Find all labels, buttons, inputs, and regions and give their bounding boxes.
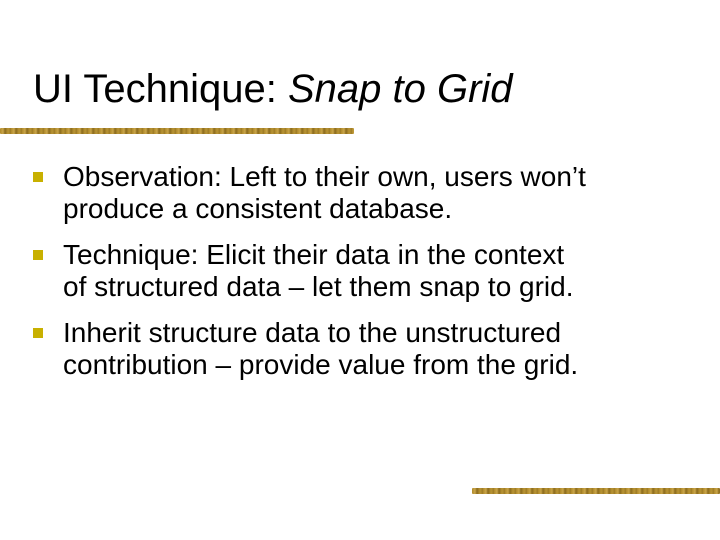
- footer-rule: [472, 488, 720, 494]
- square-bullet-icon: [33, 250, 43, 260]
- bullet-text-line: Inherit structure data to the unstructured: [63, 317, 562, 348]
- square-bullet-icon: [33, 172, 43, 182]
- bullet-text-line: contribution – provide value from the grid.: [63, 349, 579, 380]
- title-underline-rule: [0, 128, 354, 134]
- title-prefix: UI Technique:: [33, 67, 288, 111]
- bullet-text-line: produce a consistent database.: [63, 193, 453, 224]
- bullet-text-line: of structured data – let them snap to grid.: [63, 271, 574, 302]
- bullet-text-line: Technique: Elicit their data in the context: [63, 239, 565, 270]
- square-bullet-icon: [33, 328, 43, 338]
- bullet-item-technique: [33, 239, 693, 303]
- title-emphasis: Snap to Grid: [287, 67, 513, 111]
- bullet-item-inherit: [33, 317, 693, 381]
- bullet-text-line: Observation: Left to their own, users won’t: [63, 161, 586, 192]
- slide-title: [33, 64, 513, 114]
- bullet-list: [33, 161, 693, 395]
- bullet-item-observation: [33, 161, 693, 225]
